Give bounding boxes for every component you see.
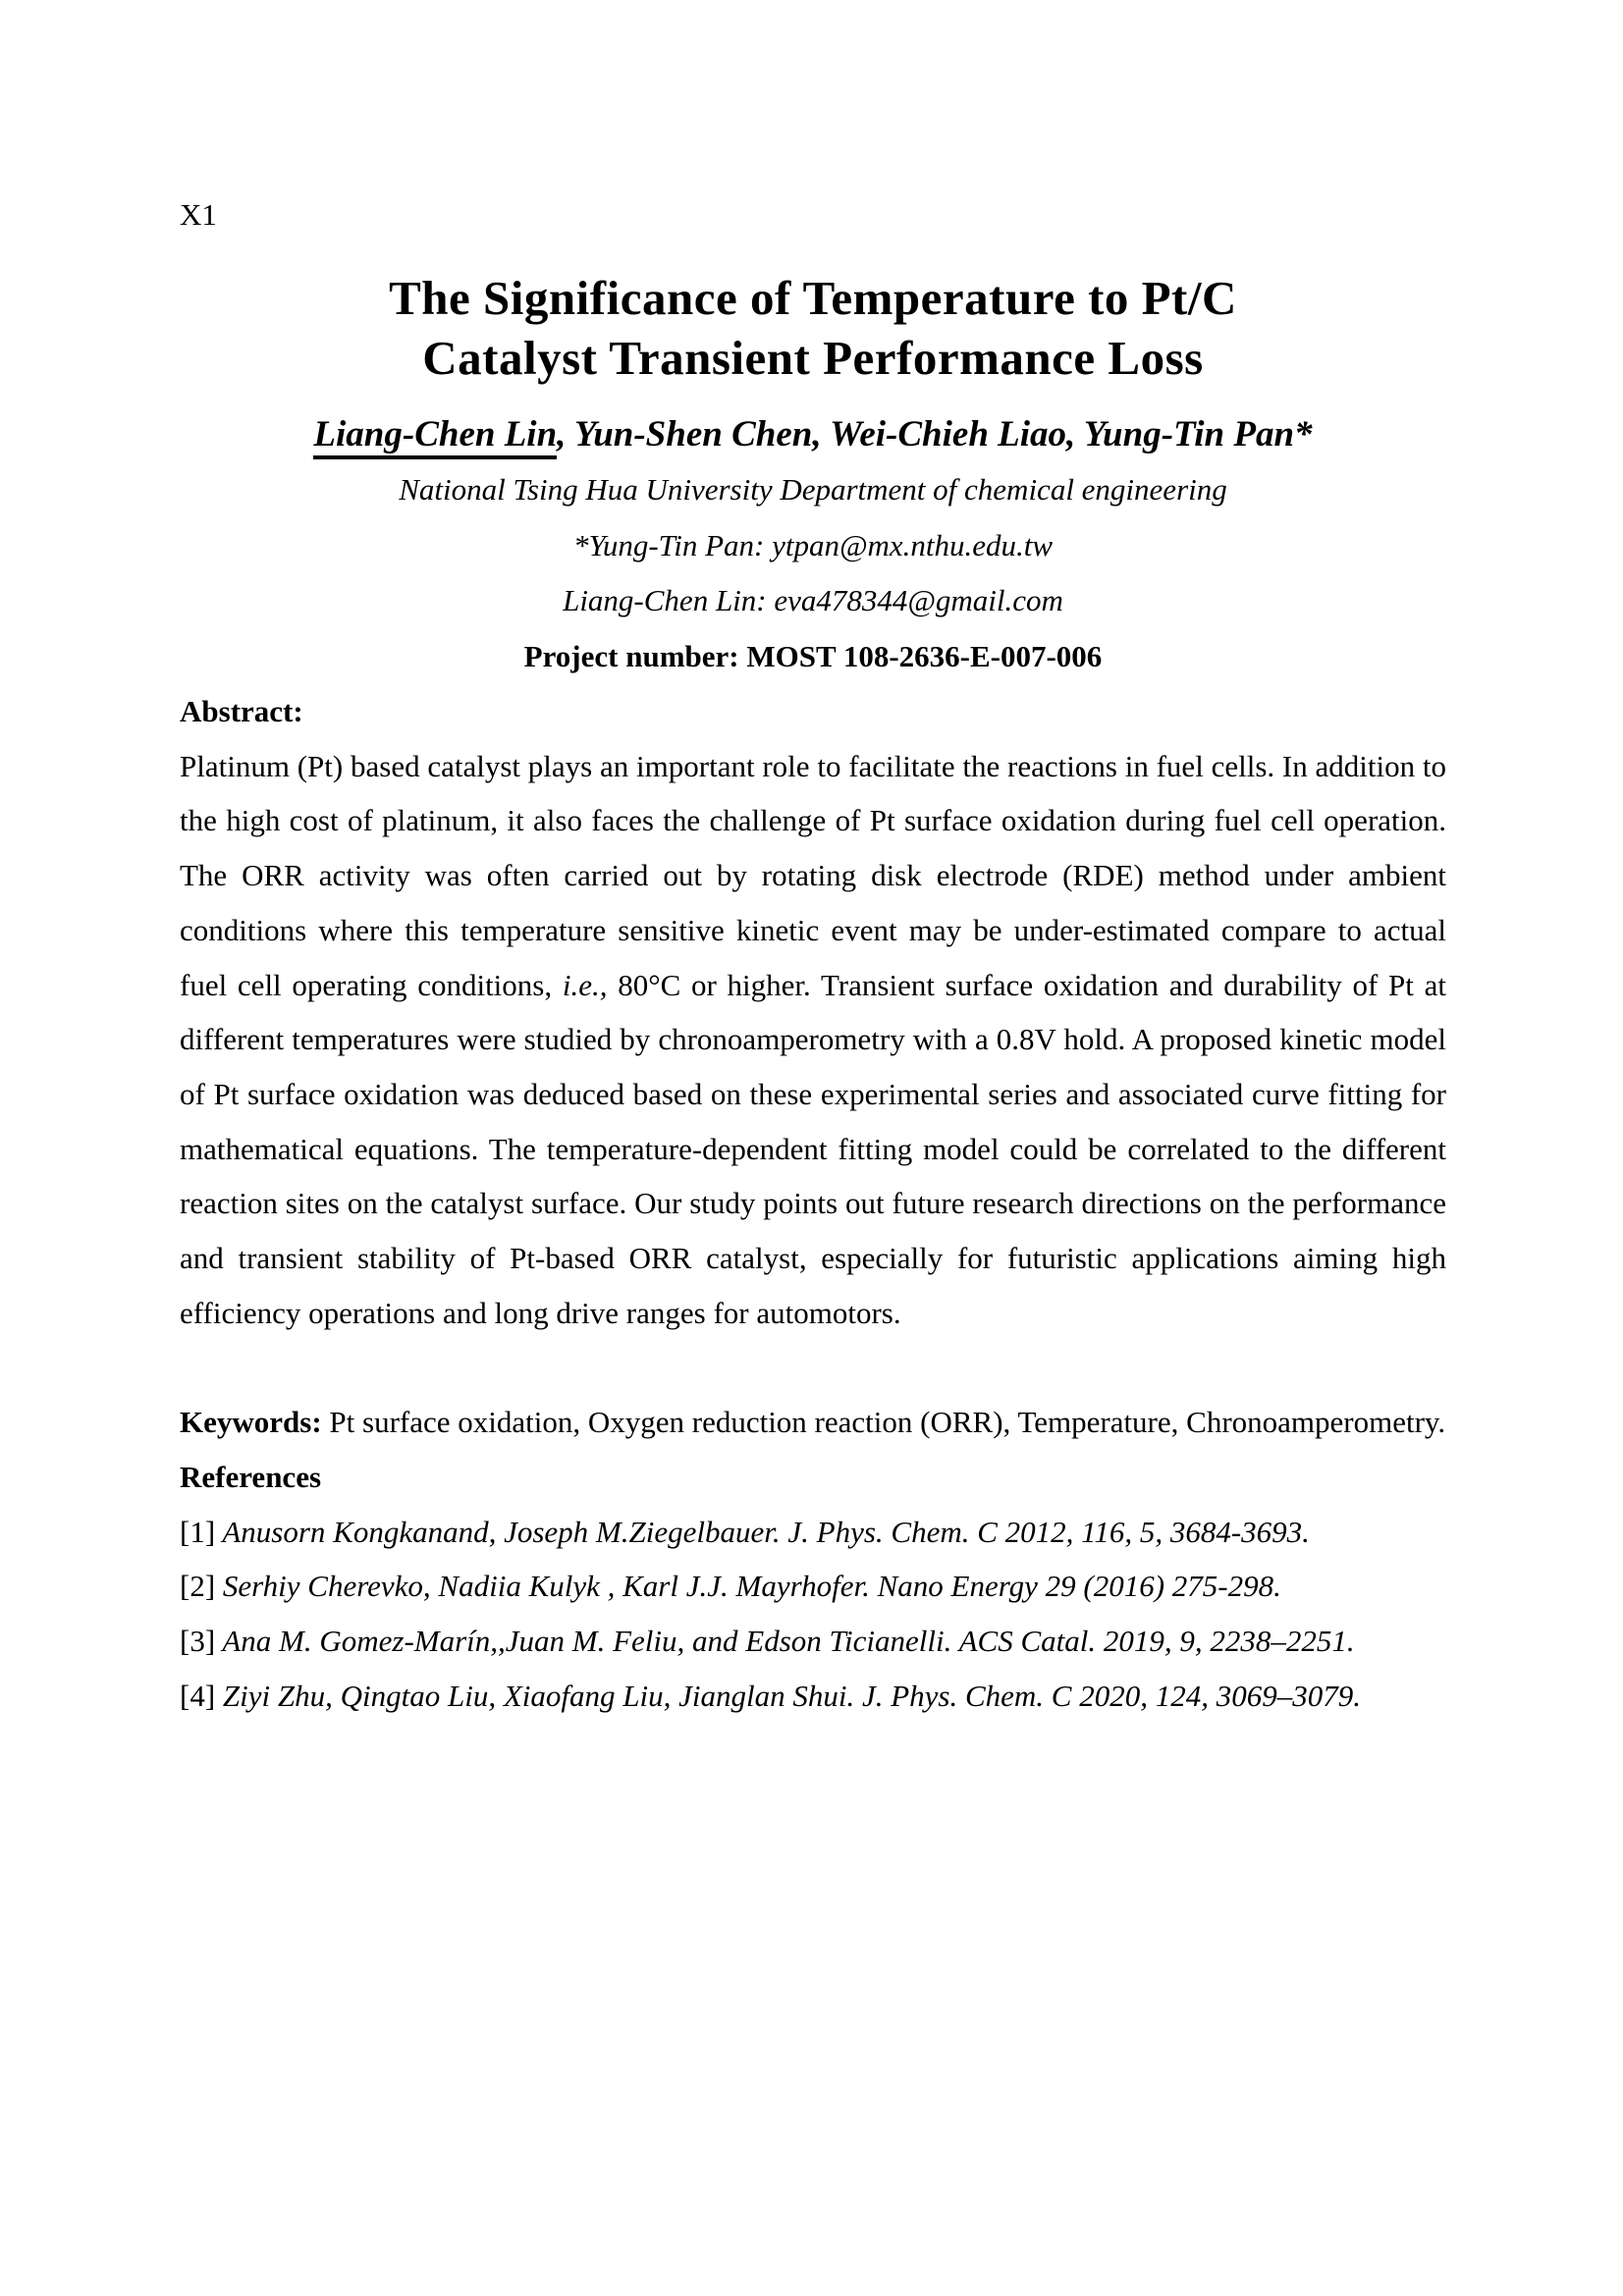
abstract-text-after: 80°C or higher. Transient surface oxidation and durability of Pt at different temperatures were studied by chronoamperometry with a 0.8V hold. A proposed kinetic model of Pt surface oxidation was deduced based on these experimental series and associated curve fitting for mathematical equations. The temperature-dependent fitting model could be correlated to the different reaction sites on the catalyst surface. Our study points out future research directions on the performance and transient stability of Pt-based ORR catalyst, especially for futuristic applications aiming high efficiency operations and long drive ranges for automotors. [180,967,1446,1330]
keywords-text: Pt surface oxidation, Oxygen reduction reaction (ORR), Temperature, Chronoamperometry. [321,1405,1446,1440]
blank-line [180,1340,1446,1395]
reference-2-marker: [2] [180,1569,216,1604]
paper-title-line1: The Significance of Temperature to Pt/C [389,271,1237,325]
abstract-text-latin: i.e., [562,967,608,1002]
corresponding-author-email: *Yung-Tin Pan: ytpan@mx.nthu.edu.tw [572,527,1054,562]
abstract-body [180,739,1446,1341]
paper-title-line2: Catalyst Transient Performance Loss [422,331,1204,385]
paper-title [180,268,1446,388]
first-author-email: Liang-Chen Lin: eva478344@gmail.com [563,583,1063,617]
reference-1-marker: [1] [180,1514,216,1549]
reference-4-text: Ziyi Zhu, Qingtao Liu, Xiaofang Liu, Jianglan Shui. J. Phys. Chem. C 2020, 124, 3069–3079. [215,1678,1361,1713]
keywords-paragraph [180,1395,1446,1450]
references-heading: References [180,1459,322,1494]
reference-item-1 [180,1505,1446,1560]
reference-item-2 [180,1559,1446,1614]
keywords-label: Keywords: [180,1405,322,1440]
affiliation: National Tsing Hua University Department of chemical engineering [399,472,1227,507]
doc-code: X1 [180,197,217,232]
reference-item-3 [180,1614,1446,1669]
reference-4-marker: [4] [180,1678,216,1713]
abstract-text-before: Platinum (Pt) based catalyst plays an important role to facilitate the reactions in fuel cells. In addition to the high cost of platinum, it also faces the challenge of Pt surface oxidation during fuel cell operation. The ORR activity was often carried out by rotating disk electrode (RDE) method under ambient conditions where this temperature sensitive kinetic event may be under-estimated compare to actual fuel cell operating conditions, [180,748,1446,1002]
lead-author: Liang-Chen Lin [313,414,557,459]
coauthors: , Yun-Shen Chen, Wei-Chieh Liao, Yung-Tin Pan* [557,414,1313,454]
author-list [180,407,1446,462]
reference-1-text: Anusorn Kongkanand, Joseph M.Ziegelbauer. J. Phys. Chem. C 2012, 116, 5, 3684-3693. [215,1514,1310,1549]
abstract-heading: Abstract: [180,694,303,728]
reference-3-marker: [3] [180,1623,216,1658]
project-number: Project number: MOST 108-2636-E-007-006 [523,638,1103,673]
reference-3-text: Ana M. Gomez-Marín,,Juan M. Feliu, and Edson Ticianelli. ACS Catal. 2019, 9, 2238–2251. [215,1623,1355,1658]
reference-2-text: Serhiy Cherevko, Nadiia Kulyk , Karl J.J. Mayrhofer. Nano Energy 29 (2016) 275-298. [215,1569,1281,1604]
reference-item-4 [180,1669,1446,1724]
